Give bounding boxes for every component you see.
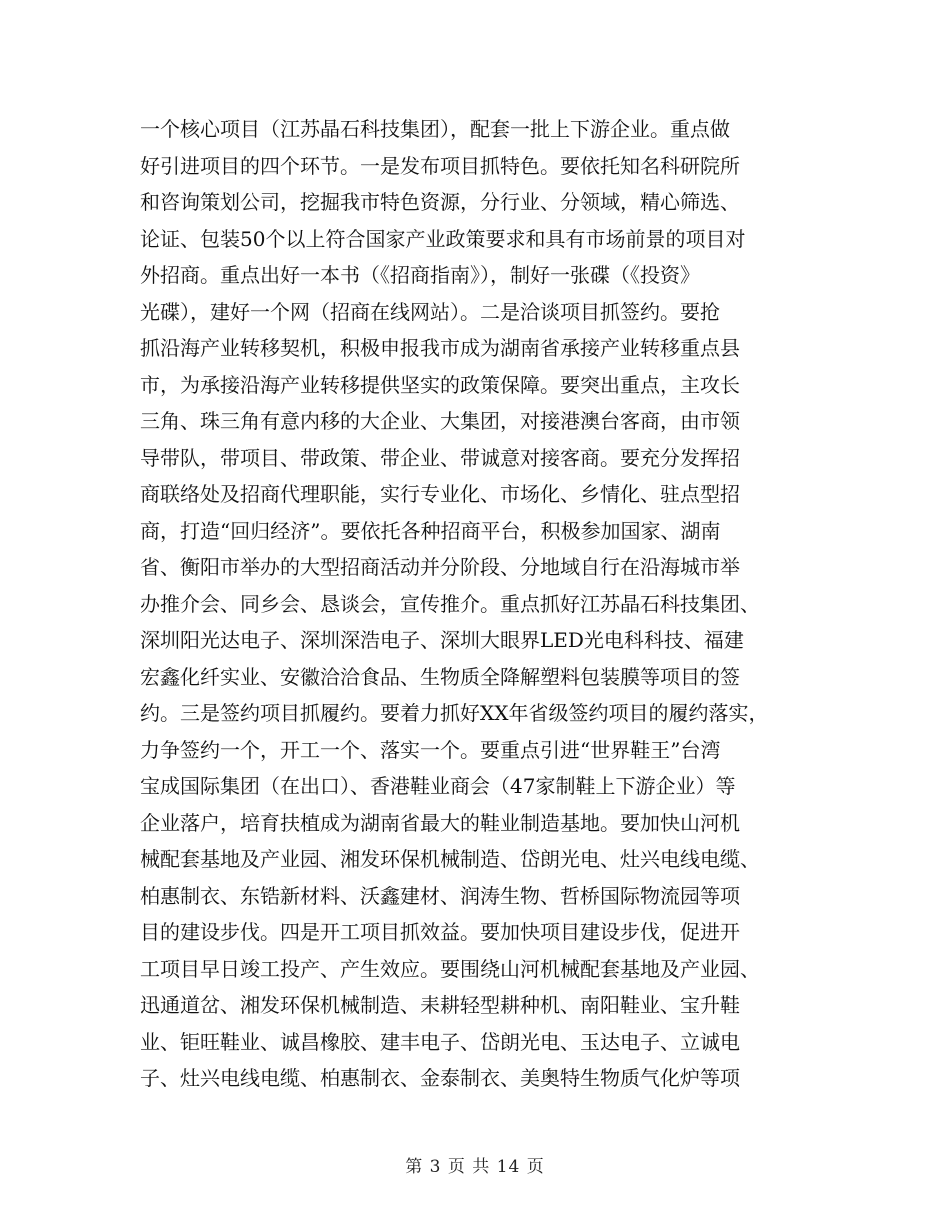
text-line: 械配套基地及产业园、湘发环保机械制造、岱朗光电、灶兴电线电缆、 [140,847,760,871]
body-text [140,111,820,1097]
text-line: 省、衡阳市举办的大型招商活动并分阶段、分地域自行在沿海城市举 [140,555,740,579]
text-line: 一个核心项目（江苏晶石科技集团），配套一批上下游企业。重点做 [140,117,730,141]
text-line: 好引进项目的四个环节。一是发布项目抓特色。要依托知名科研院所 [140,153,740,178]
text-line: 工项目早日竣工投产、产生效应。要围绕山河机械配套基地及产业园、 [140,956,760,981]
text-line: 论证、包装50个以上符合国家产业政策要求和具有市场前景的项目对 [140,226,746,251]
text-line: 约。三是签约项目抓履约。要着力抓好XX年省级签约项目的履约落实， [140,701,769,725]
text-line: 迅通道岔、湘发环保机械制造、耒耕轻型耕种机、南阳鞋业、宝升鞋 [140,993,740,1017]
text-line: 外招商。重点出好一本书（《招商指南》），制好一张碟（《投资》 [140,263,700,287]
text-line: 抓沿海产业转移契机，积极申报我市成为湖南省承接产业转移重点县 [140,336,740,360]
text-line: 三角、珠三角有意内移的大企业、大集团，对接港澳台客商，由市领 [140,409,740,433]
text-line: 子、灶兴电线电缆、柏惠制衣、金泰制衣、美奥特生物质气化炉等项 [140,1066,740,1090]
text-line: 宝成国际集团（在出口）、香港鞋业商会（47家制鞋上下游企业）等 [140,774,736,798]
text-line: 和咨询策划公司，挖掘我市特色资源，分行业、分领域，精心筛选、 [140,190,740,214]
text-line: 力争签约一个，开工一个、落实一个。要重点引进“世界鞋王”台湾 [140,737,721,762]
text-line: 深圳阳光达电子、深圳深浩电子、深圳大眼界LED光电科科技、福建 [140,628,744,652]
text-line: 办推介会、同乡会、恳谈会，宣传推介。重点抓好江苏晶石科技集团、 [140,591,760,616]
text-line: 光碟），建好一个网（招商在线网站）。二是洽谈项目抓签约。要抢 [140,299,720,324]
text-line: 商联络处及招商代理职能，实行专业化、市场化、乡情化、驻点型招 [140,482,740,506]
text-line: 目的建设步伐。四是开工项目抓效益。要加快项目建设步伐，促进开 [140,920,740,944]
text-line: 商，打造“回归经济”。要依托各种招商平台，积极参加国家、湖南 [140,518,721,543]
text-line: 市，为承接沿海产业转移提供坚实的政策保障。要突出重点，主攻长 [140,372,740,397]
text-line: 柏惠制衣、东锆新材料、沃鑫建材、润涛生物、哲桥国际物流园等项 [140,883,740,908]
text-line: 企业落户，培育扶植成为湖南省最大的鞋业制造基地。要加快山河机 [140,810,740,835]
text-line: 导带队，带项目、带政策、带企业、带诚意对接客商。要充分发挥招 [140,445,740,470]
text-line: 业、钜旺鞋业、诚昌橡胶、建丰电子、岱朗光电、玉达电子、立诚电 [140,1029,740,1054]
page-footer: 第 3 页 共 14 页 [405,1157,545,1177]
text-line: 宏鑫化纤实业、安徽洽洽食品、生物质全降解塑料包装膜等项目的签 [140,664,740,689]
